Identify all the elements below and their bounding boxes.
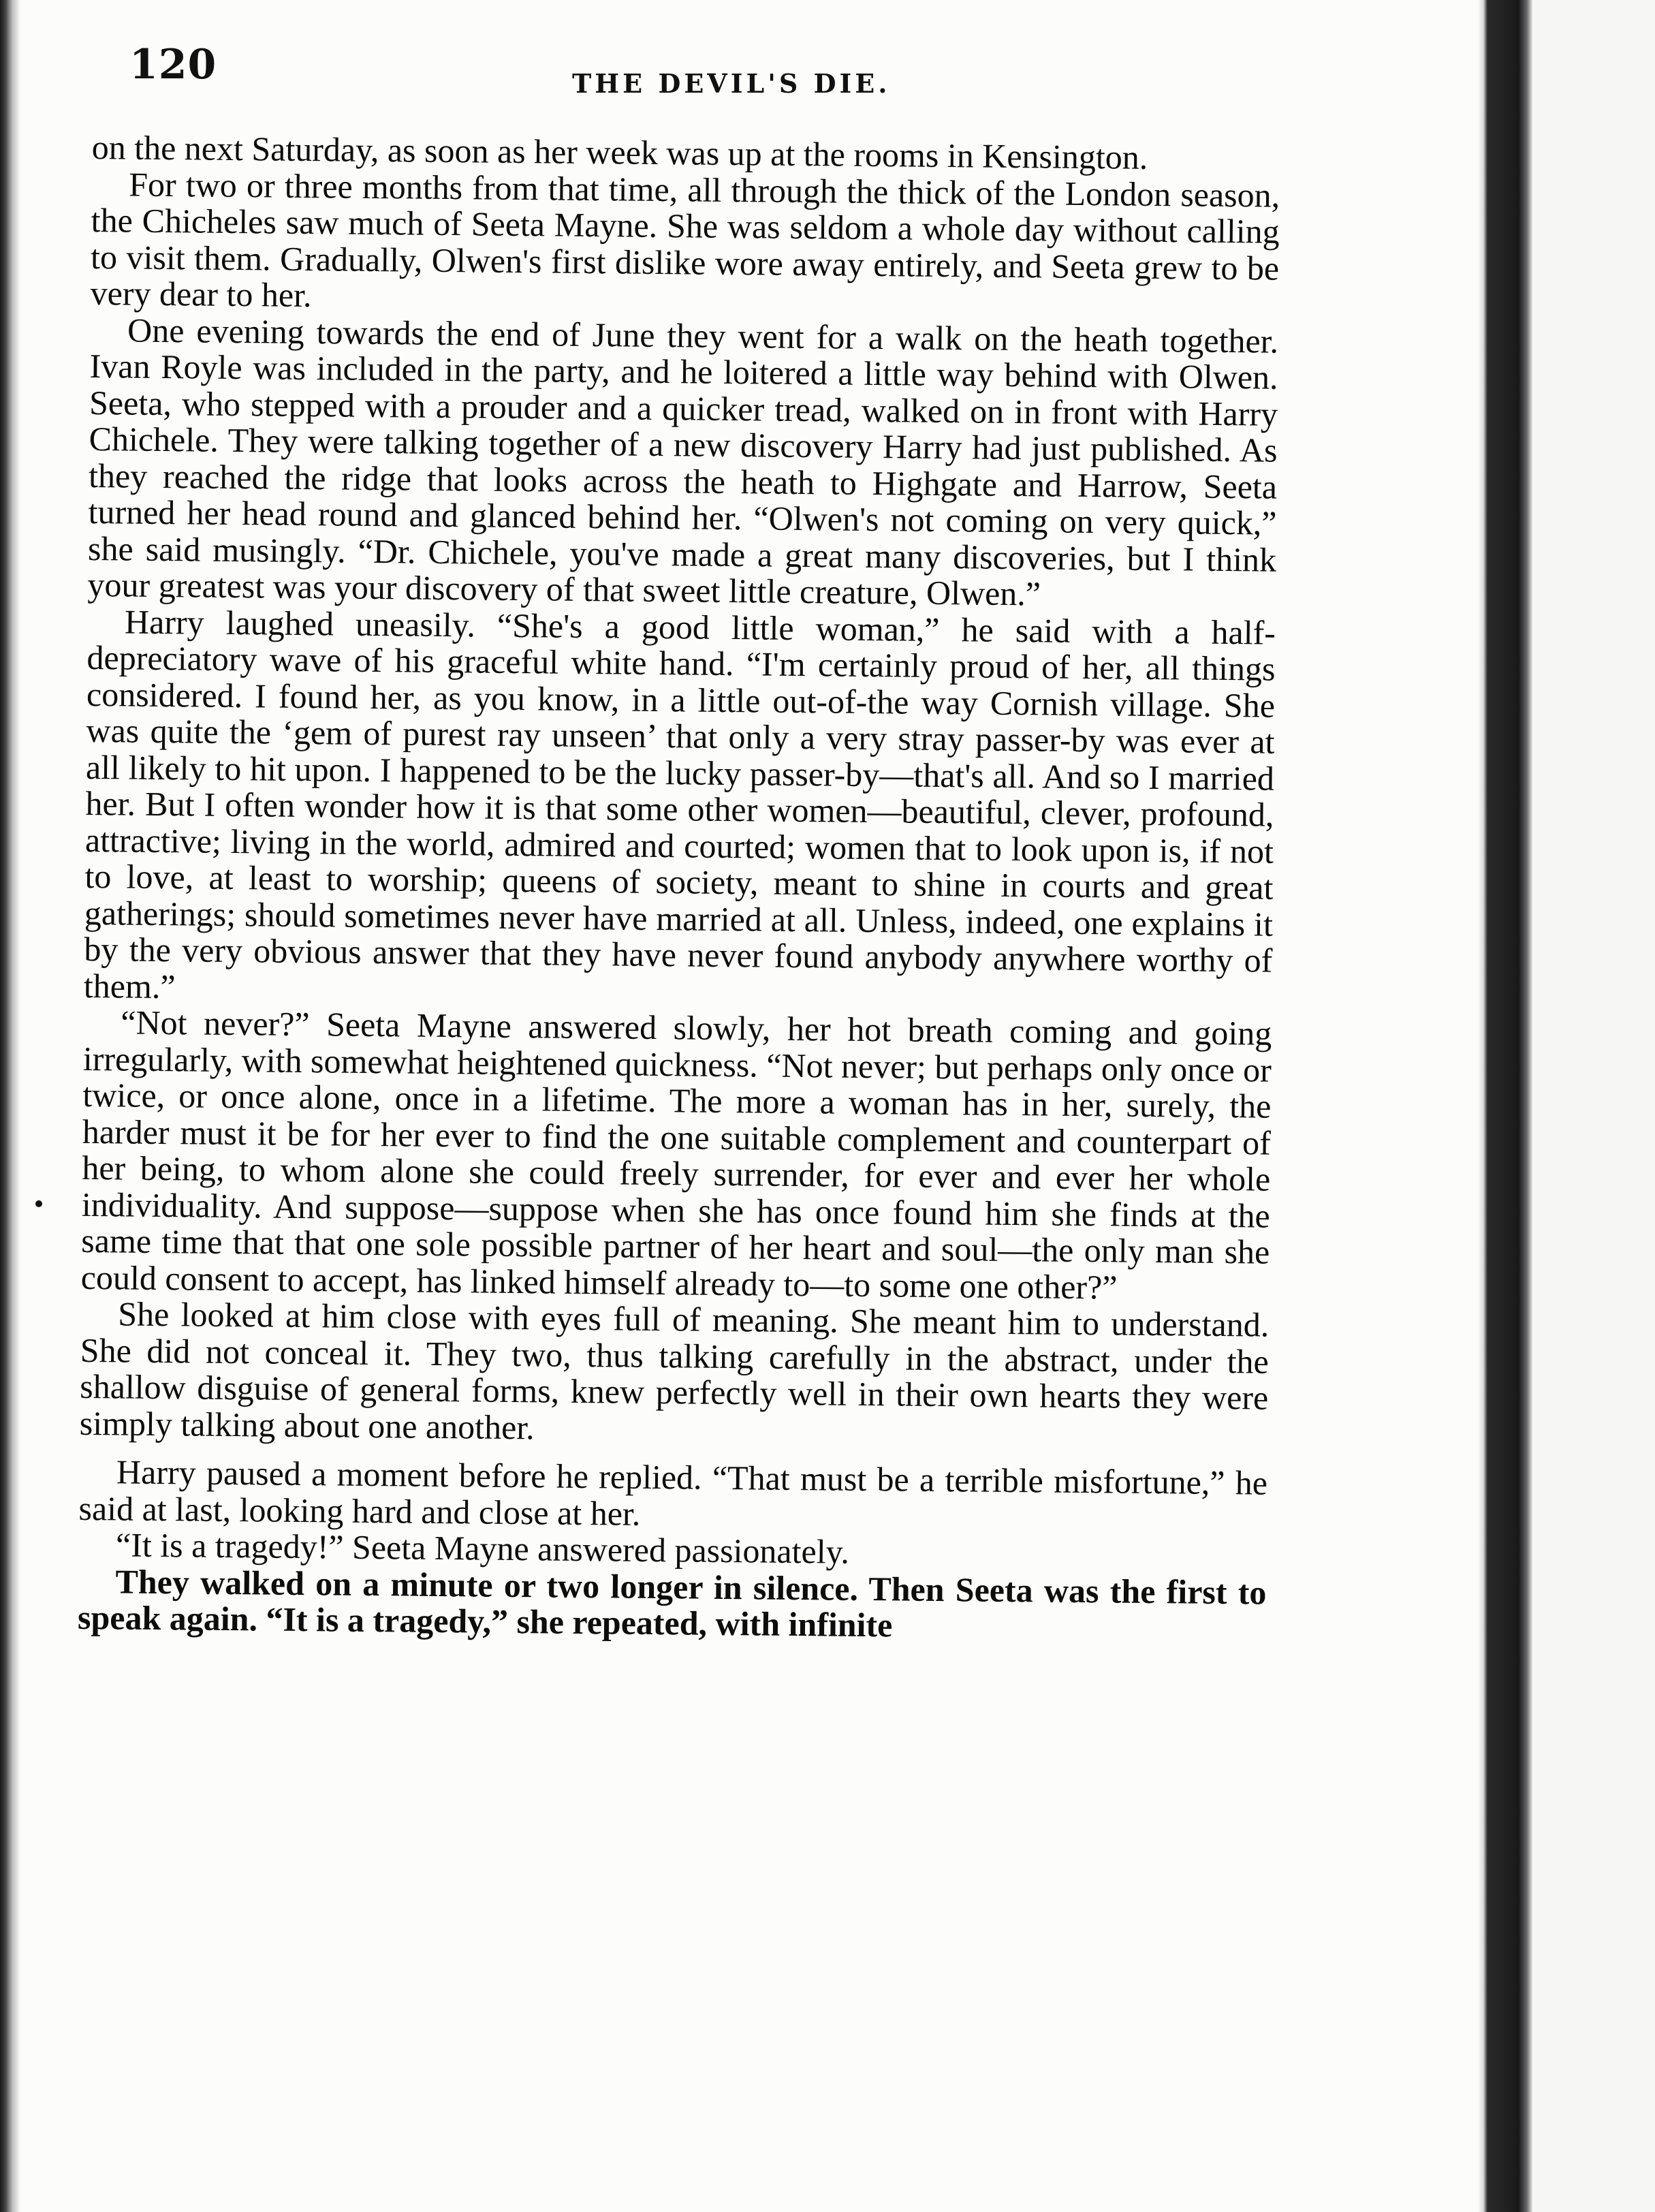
page-header bbox=[129, 41, 1287, 102]
paragraph-continuation: on the next Saturday, as soon as her week was up at the rooms in Kensington. bbox=[91, 128, 1148, 176]
paragraph: One evening towards the end of June they went for a walk on the heath together. Ivan Royle was included in the party, and he loitered a little way behind with Olwen. Seeta, who stepped with a prouder and a quicker tread, walked on in front with Harry Chichele. They were talking together of a new discovery Harry had just published. As they reached the ridge that looks across the heath to Highgate and Harrow, Seeta turned her head round and glanced behind her. “Olwen's not coming on very quick,” she said musingly. “Dr. Chichele, you've made a great many discoveries, but I think your greatest was your discovery of that sweet little creature, Olwen.” bbox=[87, 311, 1279, 613]
paragraph: For two or three months from that time, all through the thick of the London season, the Chicheles saw much of Seeta Mayne. She was seldom a whole day without calling to visit them. Gradually, Olwen's first dislike wore away entirely, and Seeta grew to be very dear to her. bbox=[90, 165, 1280, 315]
paragraph: “Not never?” Seeta Mayne answered slowly, her hot breath coming and going irregularly, with somewhat heightened quickness. “Not never; but perhaps only once or twice, or once alone, once in a lifetime. The more a woman has in her, surely, the harder must it be for her ever to find the one suitable complement and counterpart of her being, to whom alone she could freely surrender, for ever and ever her whole individuality. And suppose—suppose when she has once found him she finds at the same time that that one sole possible partner of her heart and soul—the only man she could consent to accept, has linked himself already to—to some one other?” bbox=[80, 1003, 1272, 1307]
running-head-title: THE DEVIL'S DIE. bbox=[572, 68, 891, 99]
page-number: 120 bbox=[129, 41, 217, 89]
body-text bbox=[78, 129, 1280, 1647]
page-left-edge-shadow bbox=[0, 0, 20, 2212]
ink-speck bbox=[35, 1200, 42, 1207]
facing-page-edge bbox=[1532, 0, 1655, 2212]
paragraph: Harry paused a moment before he replied. “That must be a terrible misfortune,” he said at last, looking hard and close at her. bbox=[78, 1452, 1268, 1533]
paragraph: Harry laughed uneasily. “She's a good little woman,” he said with a half-depreciatory wave of his graceful white hand. “I'm certainly proud of her, all things considered. I found her, as you know, in a little out-of-the way Cornish village. She was quite the ‘gem of purest ray unseen’ that only a very stray passer-by was ever at all likely to hit upon. I happened to be the lucky passer-by—that's all. And so I married her. But I often wonder how it is that some other women—beautiful, clever, profound, attractive; living in the world, admired and courted; women that to look upon is, if not to love, at least to worship; queens of society, meant to shine in courts and great gatherings; should sometimes never have married at all. Unless, indeed, one explains it by the very obvious answer that they have never found anybody anywhere worthy of them.” bbox=[83, 602, 1276, 1006]
book-gutter-shadow bbox=[1478, 0, 1532, 2212]
paragraph: “It is a tragedy!” Seeta Mayne answered passionately. bbox=[115, 1525, 850, 1571]
paragraph-final: They walked on a minute or two longer in silence. Then Seeta was the first to speak again. “It is a tragedy,” she repeated, with infinite bbox=[77, 1561, 1267, 1645]
paragraph: She looked at him close with eyes full of meaning. She meant him to understand. She did not conceal it. They two, thus talking carefully in the abstract, under the shallow disguise of general forms, knew perfectly well in their own hearts they were simply talking about one another. bbox=[79, 1294, 1270, 1446]
